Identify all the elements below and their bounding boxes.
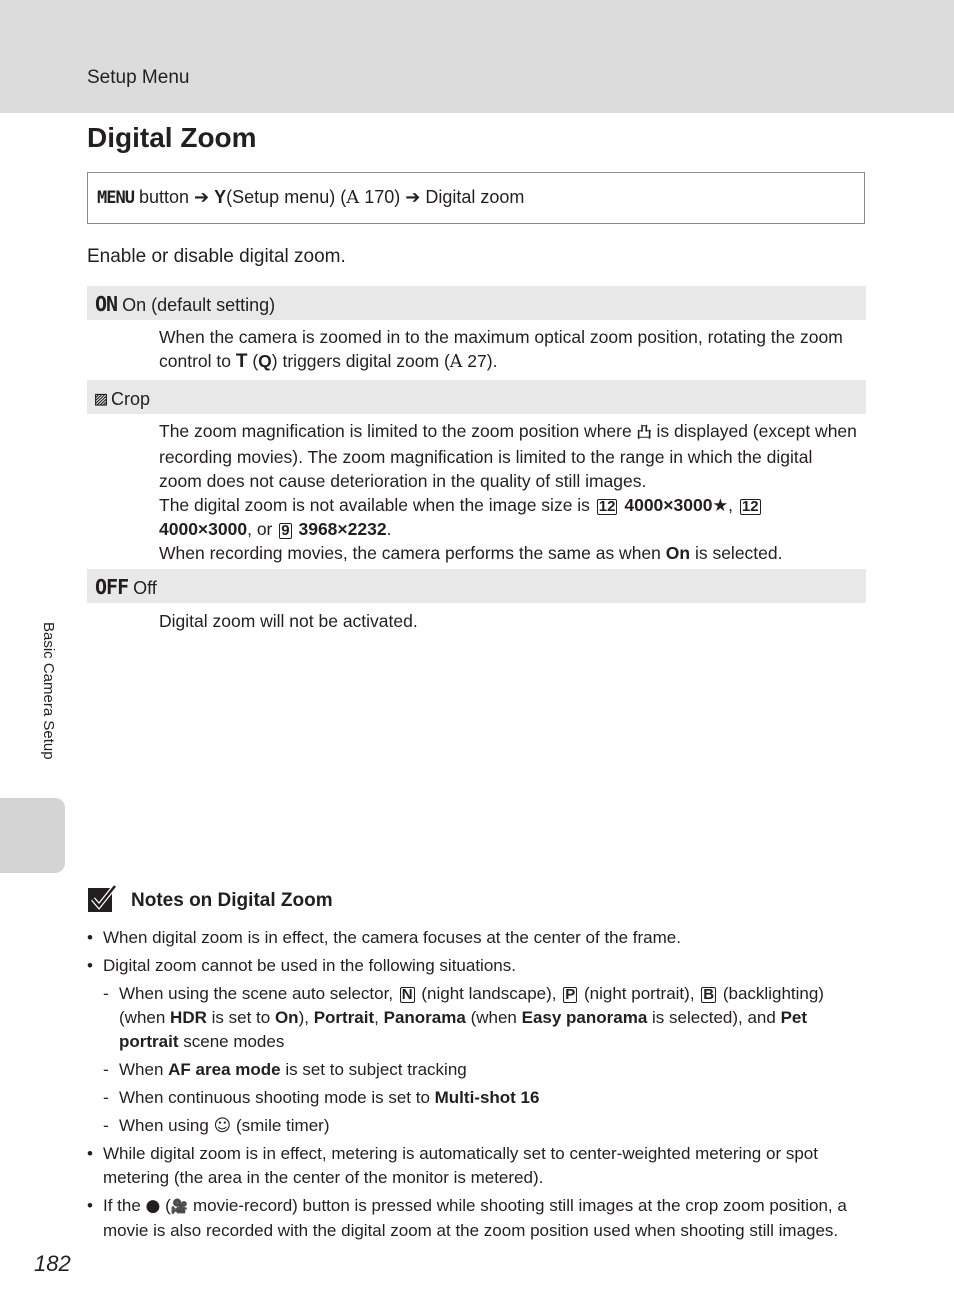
crop-icon: ▨ [95, 386, 107, 410]
side-chapter-label: Basic Camera Setup [40, 622, 57, 760]
image-size-icon: 12 [598, 498, 616, 515]
option-crop-label: Crop [111, 389, 151, 409]
intro-text: Enable or disable digital zoom. [87, 246, 346, 267]
arrow-icon: ➔ [405, 187, 421, 207]
on-icon: ON [95, 292, 118, 316]
list-subitem: - When continuous shooting mode is set to Multi-shot 16 [87, 1086, 867, 1110]
option-on-label: On (default setting) [122, 295, 276, 315]
image-size-icon: 9 [281, 522, 290, 539]
menu-path-button: button [138, 187, 190, 207]
option-off-description: Digital zoom will not be activated. [159, 611, 418, 631]
smile-timer-icon: ☺ [213, 1116, 232, 1136]
menu-path-item: Digital zoom [425, 187, 525, 207]
backlighting-icon: B [703, 986, 715, 1003]
notes-list [87, 926, 867, 1247]
chapter-tab [0, 798, 65, 873]
menu-path-page: 170) [364, 187, 401, 207]
option-off-bar [87, 569, 866, 603]
list-item: • While digital zoom is in effect, metering is automatically set to center-weighted metering or spot metering (the area in the center of the monitor is metered). [87, 1142, 867, 1190]
movie-icon: 🎥 [170, 1199, 189, 1215]
book-icon: A [449, 352, 463, 372]
image-size-1: 4000×3000★ [624, 495, 729, 515]
menu-path [97, 187, 524, 208]
menu-path-setup: (Setup menu) ( [226, 187, 347, 207]
book-icon: A [346, 187, 360, 208]
setup-menu-icon: Y [214, 187, 227, 207]
zoom-limit-icon: 凸 [636, 424, 652, 441]
list-item: • When digital zoom is in effect, the camera focuses at the center of the frame. [87, 926, 867, 950]
list-item: • Digital zoom cannot be used in the following situations. [87, 954, 867, 978]
option-crop-description: The zoom magnification is limited to the zoom position where 凸 is displayed (except when recording movies). The zoom magnification is limited to the range in which the digital zoom does not cause deterioration in the quality of still images. The digital zoom is not available when the image size is 12 4000×3000★, 12 4000×3000, or 9 3968×2232. When recording movies, the camera performs the same as when On is selected. [159, 421, 857, 563]
menu-button-icon: MENU [97, 188, 134, 208]
menu-path-box [87, 172, 865, 224]
section-header: Setup Menu [87, 67, 190, 88]
page-title: Digital Zoom [87, 122, 257, 153]
night-portrait-icon: P [565, 986, 576, 1003]
tele-icon: T [235, 351, 248, 372]
list-item: • If the ● (🎥 movie-record) button is pressed while shooting still images at the crop zoom position, a movie is also recorded with the digital zoom at the zoom position used when shooting still images. [87, 1194, 867, 1243]
list-subitem: - When using ☺ (smile timer) [87, 1114, 867, 1138]
off-icon: OFF [95, 575, 129, 599]
image-size-3: 3968×2232 [298, 519, 387, 539]
zoom-in-icon: Q [258, 351, 272, 371]
page-number: 182 [34, 1251, 71, 1276]
option-on-bar [87, 286, 866, 320]
checkmark-note-icon [87, 884, 117, 914]
image-size-2: 4000×3000 [159, 519, 248, 539]
option-off-label: Off [133, 578, 157, 598]
option-on-description: When the camera is zoomed in to the maximum optical zoom position, rotating the zoom control to T (Q) triggers digital zoom (A 27). [159, 327, 843, 372]
list-subitem: - When using the scene auto selector, N (night landscape), P (night portrait), B (backlighting) (when HDR is set to On), Portrait, Panorama (when Easy panorama is selected), and Pet portrait scene modes [87, 982, 867, 1054]
list-subitem: - When AF area mode is set to subject tracking [87, 1058, 867, 1082]
option-crop-bar [87, 380, 866, 414]
image-size-icon: 12 [741, 498, 759, 515]
night-landscape-icon: N [401, 986, 413, 1003]
arrow-icon: ➔ [194, 187, 210, 207]
notes-title: Notes on Digital Zoom [131, 890, 333, 911]
record-button-icon: ● [145, 1196, 161, 1216]
header-band [0, 0, 954, 113]
